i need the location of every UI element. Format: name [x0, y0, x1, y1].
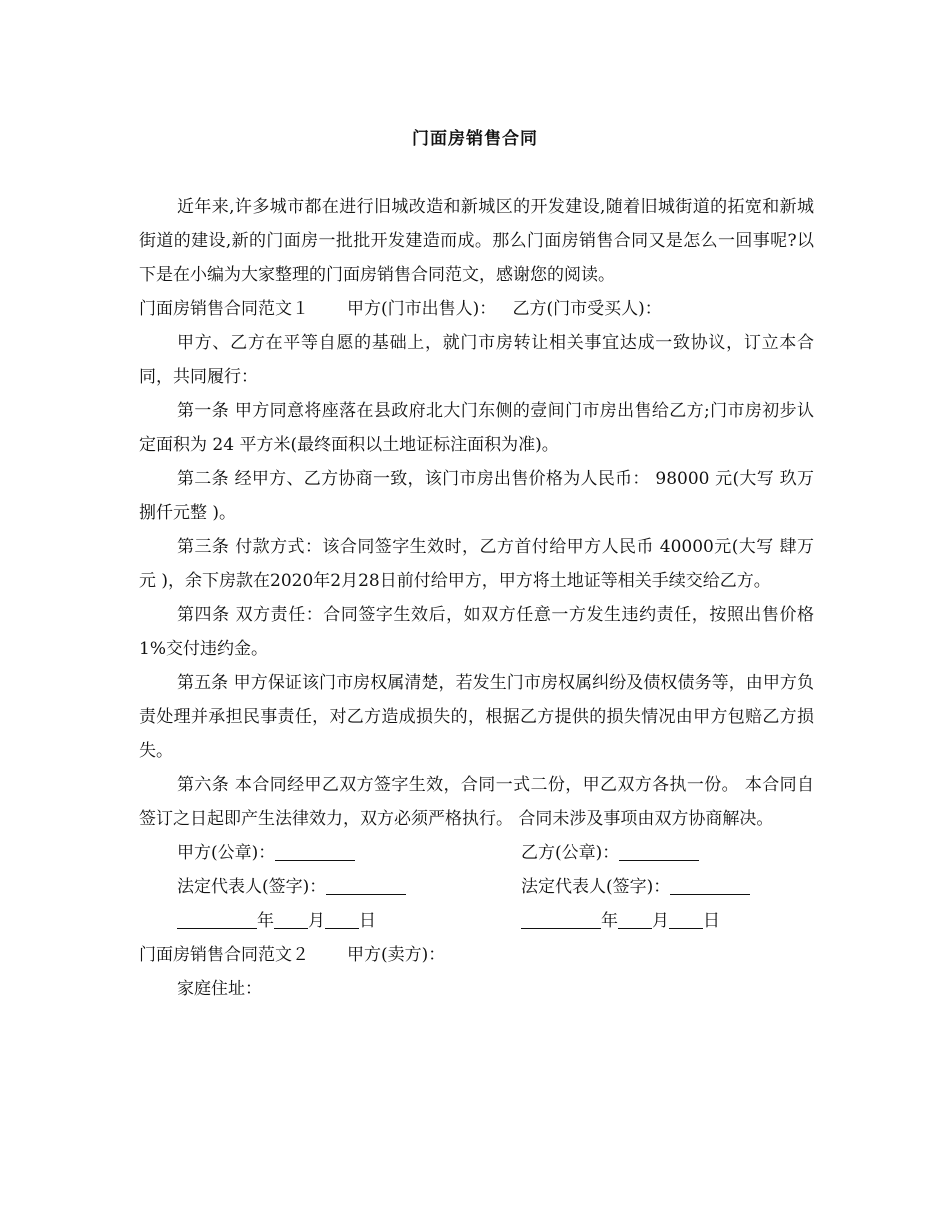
- article-2: 第二条 经甲方、乙方协商一致，该门市房出售价格为人民币： 98000 元(大写 玖万捌仟元整 )。: [139, 469, 814, 523]
- article-4: 第四条 双方责任：合同签字生效后，如双方任意一方发生违约责任，按照出售价格1%交付违约金。: [139, 605, 814, 659]
- party-b-month-blank: [618, 910, 652, 929]
- sample1-label: 门面房销售合同范文１: [139, 299, 309, 319]
- party-a-month-label: 月: [308, 911, 325, 931]
- party-b-year-blank: [521, 910, 601, 929]
- sample2-address: 家庭住址：: [177, 979, 262, 999]
- party-a-seal-label: 甲方(公章)：: [177, 843, 276, 863]
- contract-body: [139, 190, 814, 1006]
- party-a-seal: [177, 836, 521, 870]
- preamble-paragraph: 甲方、乙方在平等自愿的基础上，就门市房转让相关事宜达成一致协议，订立本合同，共同履行：: [139, 333, 814, 387]
- party-b-date: [521, 904, 720, 938]
- sample2-label: 门面房销售合同范文２: [139, 945, 309, 965]
- party-a-rep-label: 法定代表人(签字)：: [177, 877, 327, 897]
- intro-paragraph: 近年来,许多城市都在进行旧城改造和新城区的开发建设,随着旧城街道的拓宽和新城街道的建设,新的门面房一批批开发建造而成。那么门面房销售合同又是怎么一回事呢?以下是在小编为大家整理的门面房销售合同范文，感谢您的阅读。: [139, 197, 814, 285]
- party-b-seal: [521, 836, 699, 870]
- document-title: 门面房销售合同: [412, 129, 538, 149]
- party-a-seal-blank: [275, 842, 355, 861]
- party-a-date: [177, 904, 521, 938]
- party-a-month-blank: [274, 910, 308, 929]
- party-a-day-label: 日: [359, 911, 376, 931]
- article-5: 第五条 甲方保证该门市房权属清楚，若发生门市房权属纠纷及债权债务等，由甲方负责处理并承担民事责任，对乙方造成损失的，根据乙方提供的损失情况由甲方包赔乙方损失。: [139, 673, 814, 761]
- party-a-rep-blank: [326, 876, 406, 895]
- party-a-year-label: 年: [257, 911, 274, 931]
- signature-seal-row: [139, 836, 814, 870]
- signature-rep-row: [139, 870, 814, 904]
- party-b-day-label: 日: [703, 911, 720, 931]
- sample1-header: [139, 292, 814, 326]
- article-3: 第三条 付款方式：该合同签字生效时，乙方首付给甲方人民币 40000元(大写 肆万元 )，余下房款在2020年2月28日前付给甲方，甲方将土地证等相关手续交给乙方。: [139, 537, 814, 591]
- sample1-party-a: 甲方(门市出售人)：: [347, 299, 497, 319]
- sample2-party-a: 甲方(卖方)：: [347, 945, 446, 965]
- signature-date-row: [139, 904, 814, 938]
- party-b-seal-label: 乙方(公章)：: [521, 843, 620, 863]
- article-6: 第六条 本合同经甲乙双方签字生效，合同一式二份，甲乙双方各执一份。 本合同自签订之日起即产生法律效力，双方必须严格执行。 合同未涉及事项由双方协商解决。: [139, 775, 814, 829]
- sample2-header: [139, 938, 814, 972]
- party-b-rep-blank: [670, 876, 750, 895]
- party-b-month-label: 月: [652, 911, 669, 931]
- sample1-party-b: 乙方(门市受买人)：: [512, 299, 662, 319]
- party-b-year-label: 年: [601, 911, 618, 931]
- party-a-day-blank: [325, 910, 359, 929]
- party-b-day-blank: [669, 910, 703, 929]
- party-a-rep: [177, 870, 521, 904]
- party-b-rep: [521, 870, 750, 904]
- party-b-seal-blank: [619, 842, 699, 861]
- party-b-rep-label: 法定代表人(签字)：: [521, 877, 671, 897]
- party-a-year-blank: [177, 910, 257, 929]
- article-1: 第一条 甲方同意将座落在县政府北大门东侧的壹间门市房出售给乙方;门市房初步认定面积为 24 平方米(最终面积以土地证标注面积为准)。: [139, 401, 814, 455]
